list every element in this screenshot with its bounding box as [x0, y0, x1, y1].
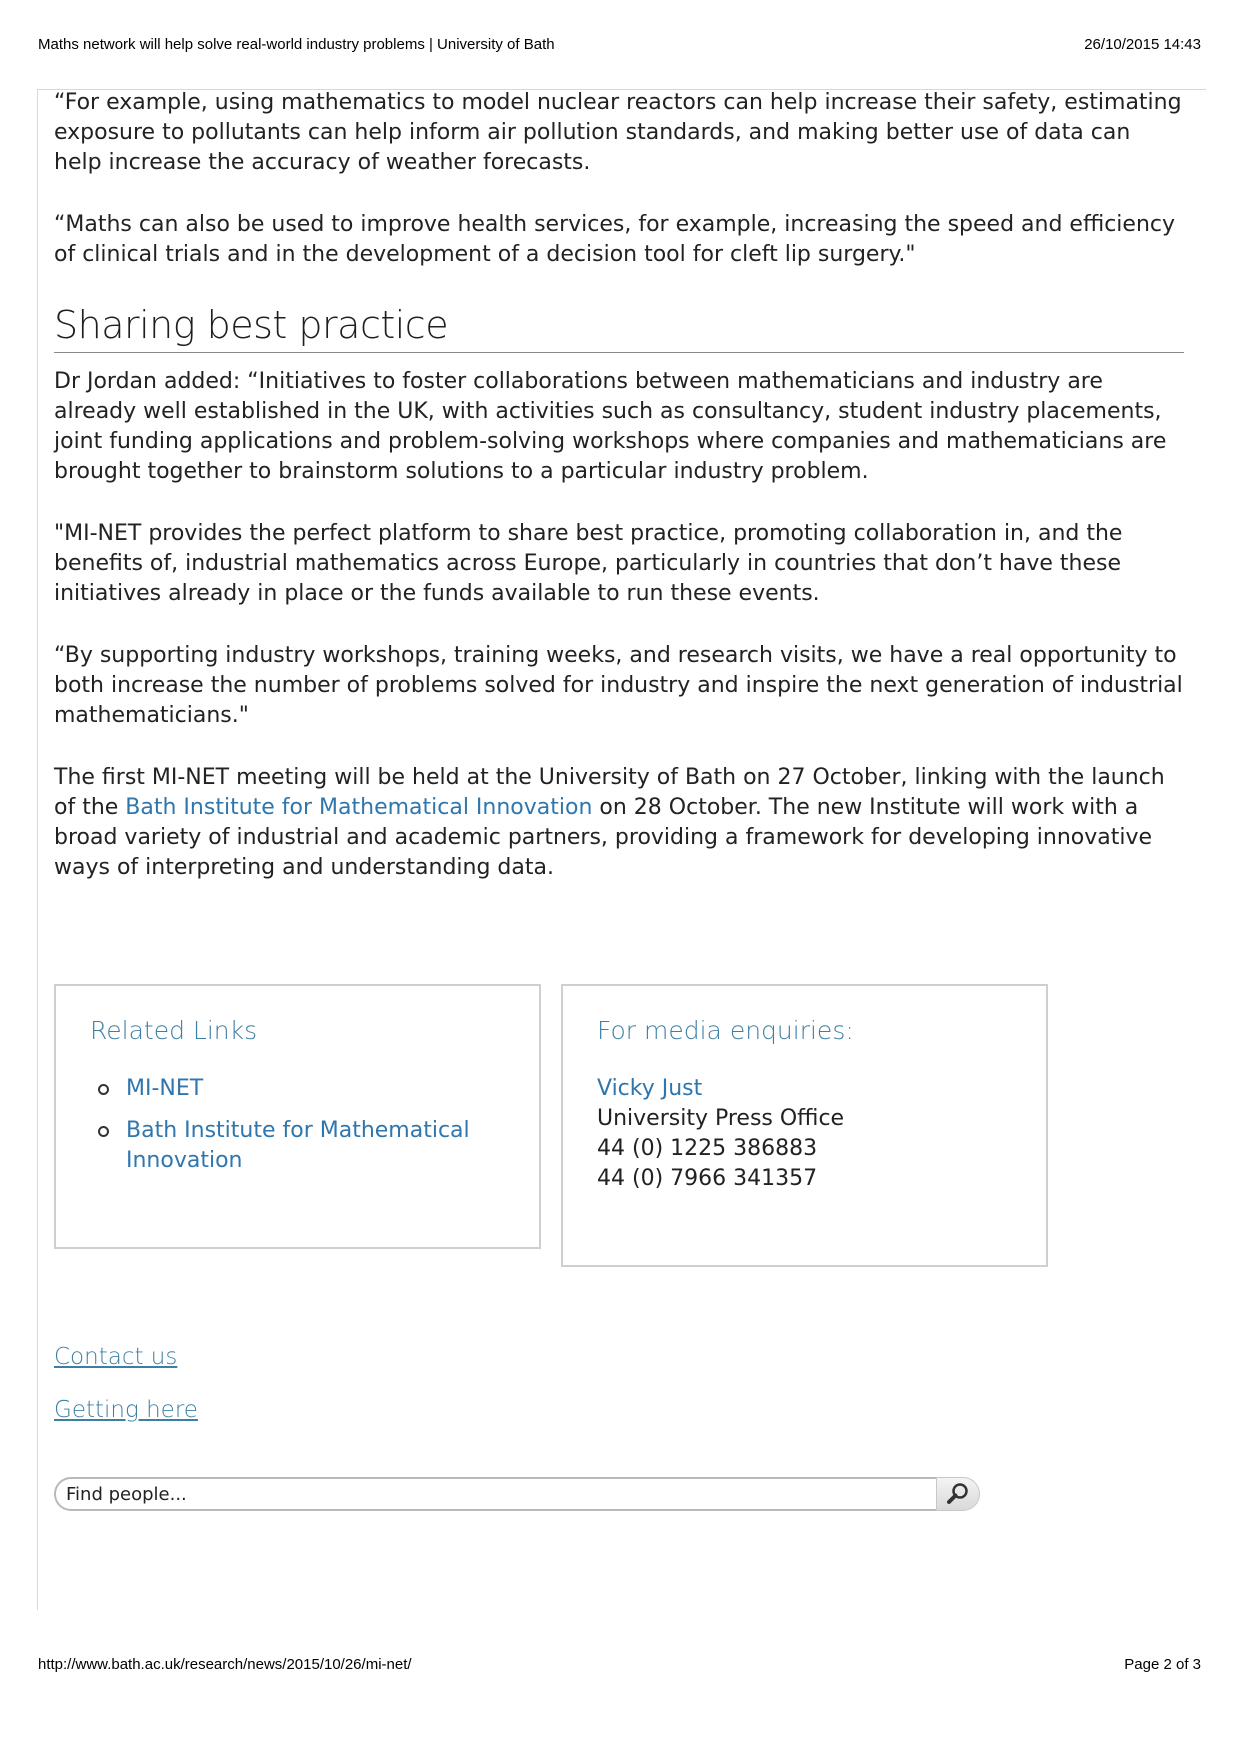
media-contact-link[interactable]: Vicky Just: [597, 1076, 703, 1101]
article-paragraph: “Maths can also be used to improve health services, for example, increasing the speed and efficiency of clinical trials and in the development of a decision tool for cleft lip surgery.": [54, 212, 1176, 267]
print-footer: [38, 1656, 1201, 1673]
related-links-title: Related Links: [90, 1016, 258, 1045]
article-paragraph: Dr Jordan added: “Initiatives to foster collaborations between mathematicians and industry are already well established in the UK, with activities such as consultancy, student industry placements, joint funding applications and problem-solving workshops where companies and mathematicians are brought together to brainstorm solutions to a particular industry problem.: [54, 369, 1167, 484]
list-item: [90, 1074, 510, 1104]
media-phone: 44 (0) 7966 341357: [597, 1166, 818, 1191]
bimi-inline-link[interactable]: Bath Institute for Mathematical Innovation: [125, 795, 593, 820]
media-contact-details: [597, 1074, 844, 1194]
article-paragraph: “For example, using mathematics to model nuclear reactors can help increase their safety, estimating exposure to pollutants can help inform air pollution standards, and making better use of data can help increase the accuracy of weather forecasts.: [54, 90, 1182, 175]
search-button[interactable]: [936, 1477, 980, 1511]
print-page-number: Page 2 of 3: [1124, 1656, 1201, 1673]
media-enquiries-box: [561, 984, 1048, 1267]
media-office: University Press Office: [597, 1106, 845, 1131]
print-page-title: Maths network will help solve real-world industry problems | University of Bath: [38, 36, 555, 53]
circle-bullet-icon: [98, 1126, 109, 1137]
media-enquiries-title: For media enquiries:: [597, 1016, 854, 1045]
article-body: [54, 88, 1184, 915]
related-link-mi-net[interactable]: MI-NET: [126, 1076, 204, 1101]
section-heading: Sharing best practice: [54, 302, 1184, 353]
related-links-box: [54, 984, 541, 1249]
print-url: http://www.bath.ac.uk/research/news/2015/10/26/mi-net/: [38, 1656, 412, 1673]
list-item: [90, 1116, 510, 1176]
find-people-input[interactable]: [54, 1477, 938, 1511]
related-link-bimi[interactable]: Bath Institute for Mathematical Innovation: [126, 1118, 470, 1173]
circle-bullet-icon: [98, 1084, 109, 1095]
contact-us-link[interactable]: Contact us: [54, 1344, 178, 1370]
magnifier-icon: [945, 1481, 971, 1507]
people-search: [54, 1477, 979, 1511]
article-paragraph: “By supporting industry workshops, training weeks, and research visits, we have a real opportunity to both increase the number of problems solved for industry and inspire the next generation of industrial mathematicians.": [54, 643, 1183, 728]
getting-here-link[interactable]: Getting here: [54, 1397, 198, 1423]
related-links-list: [90, 1074, 510, 1188]
paragraph-text: The first MI-NET meeting will be held at the University of Bath on 27 October, linking with the launch of the: [54, 765, 1165, 820]
article-paragraph: [54, 763, 1184, 883]
print-header: [38, 36, 1201, 53]
media-phone: 44 (0) 1225 386883: [597, 1136, 818, 1161]
print-timestamp: 26/10/2015 14:43: [1084, 36, 1201, 53]
paragraph-text: on 28 October. The new Institute will work with a broad variety of industrial and academic partners, providing a framework for developing innovative ways of interpreting and understanding data.: [54, 795, 1153, 880]
article-paragraph: "MI-NET provides the perfect platform to share best practice, promoting collaboration in, and the benefits of, industrial mathematics across Europe, particularly in countries that don’t have these initiatives already in place or the funds available to run these events.: [54, 521, 1123, 606]
